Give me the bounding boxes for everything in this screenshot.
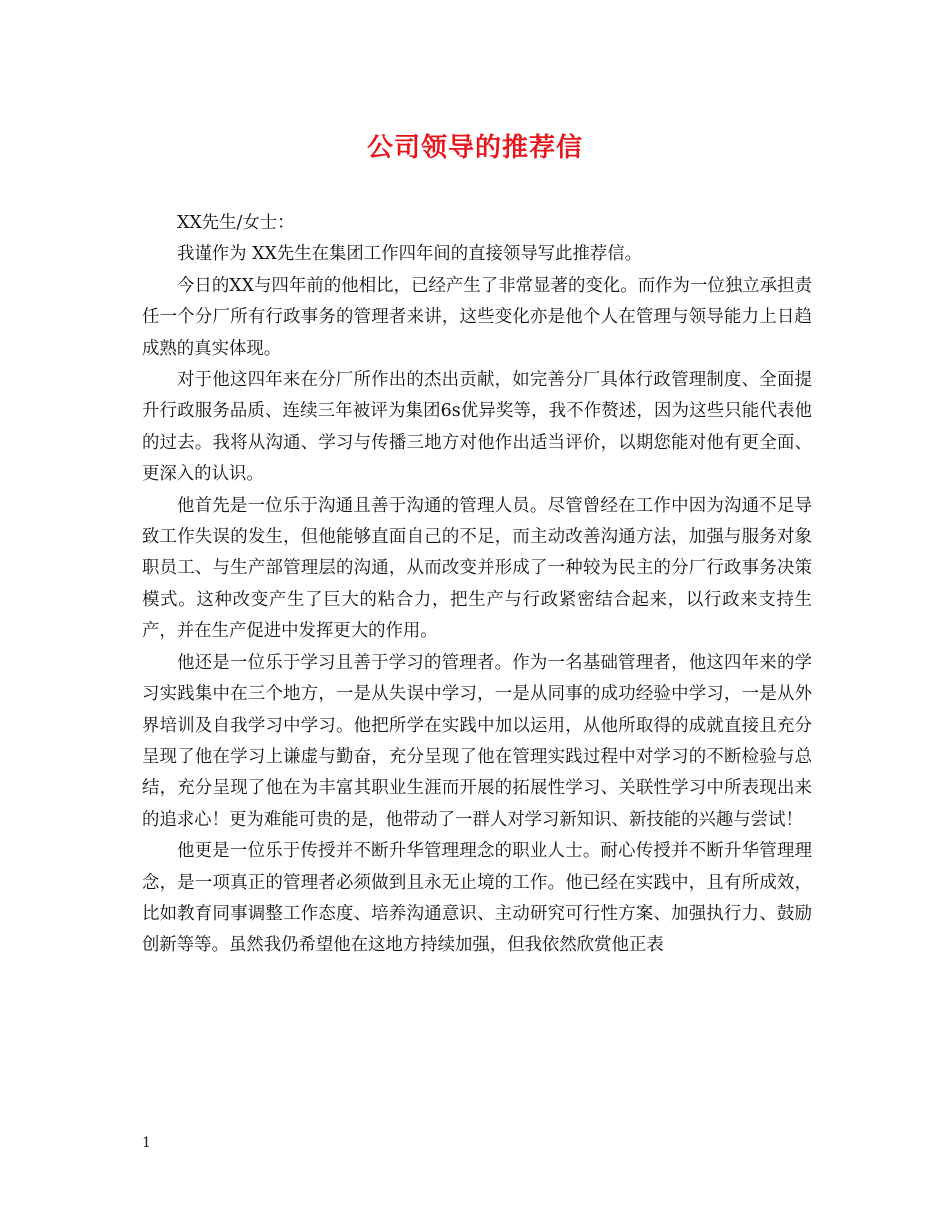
paragraph-teaching: 他更是一位乐于传授并不断升华管理理念的职业人士。耐心传授并不断升华管理理念，是一项真正的管理者必须做到且永无止境的工作。他已经在实践中，且有所成效，比如教育同事调整工作态度、培养沟通意识、主动研究可行性方案、加强执行力、鼓励创新等等。虽然我仍希望他在这地方持续加强，但我依然欣赏他正表 — [142, 841, 812, 956]
paragraph-communication: 他首先是一位乐于沟通且善于沟通的管理人员。尽管曾经在工作中因为沟通不足导致工作失误的发生，但他能够直面自己的不足，而主动改善沟通方法，加强与服务对象职员工、与生产部管理层的沟通，从而改变并形成了一种较为民主的分厂行政事务决策模式。这种改变产生了巨大的粘合力，把生产与行政紧密结合起来，以行政来支持生产，并在生产促进中发挥更大的作用。 — [142, 495, 812, 642]
paragraph-contribution: 对于他这四年来在分厂所作出的杰出贡献，如完善分厂具体行政管理制度、全面提升行政服务品质、连续三年被评为集团6s优异奖等，我不作赘述，因为这些只能代表他的过去。我将从沟通、学习与传播三地方对他作出适当评价，以期您能对他有更全面、更深入的认识。 — [142, 370, 812, 485]
document-title: 公司领导的推荐信 — [366, 133, 583, 163]
salutation: XX先生/女士： — [177, 213, 295, 233]
letter-body — [142, 208, 812, 962]
paragraph-intro: 我谨作为 XX先生在集团工作四年间的直接领导写此推荐信。 — [177, 244, 643, 265]
page-number: 1 — [142, 1135, 151, 1151]
paragraph-change: 今日的XX与四年前的他相比，已经产生了非常显著的变化。而作为一位独立承担责任一个分厂所有行政事务的管理者来讲，这些变化亦是他个人在管理与领导能力上日趋成熟的真实体现。 — [142, 275, 812, 359]
paragraph-learning: 他还是一位乐于学习且善于学习的管理者。作为一名基础管理者，他这四年来的学习实践集中在三个地方，一是从失误中学习，一是从同事的成功经验中学习，一是从外界培训及自我学习中学习。他把所学在实践中加以运用，从他所取得的成就直接且充分呈现了他在学习上谦虚与勤奋，充分呈现了他在管理实践过程中对学习的不断检验与总结，充分呈现了他在为丰富其职业生涯而开展的拓展性学习、关联性学习中所表现出来的追求心！更为难能可贵的是，他带动了一群人对学习新知识、新技能的兴趣与尝试！ — [142, 652, 812, 830]
